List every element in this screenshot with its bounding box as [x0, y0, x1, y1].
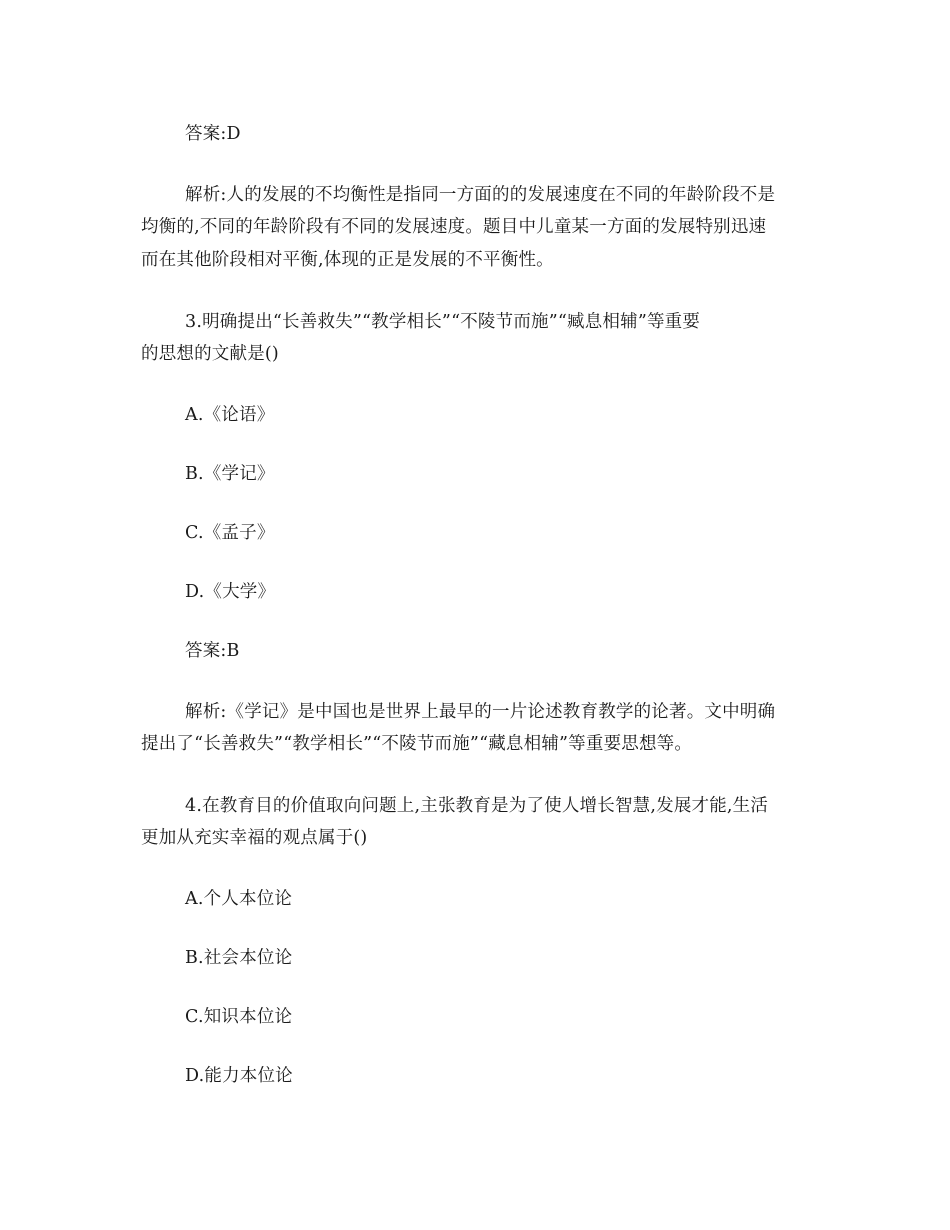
q3-option-a: A.《论语》	[185, 405, 275, 425]
q4-option-d: D.能力本位论	[185, 1066, 293, 1086]
q3-option-c: C.《孟子》	[185, 523, 275, 543]
q3-question-line-2: 的思想的文献是()	[141, 344, 279, 364]
q4-option-c: C.知识本位论	[185, 1007, 293, 1027]
q4-question-line-2: 更加从充实幸福的观点属于()	[141, 828, 368, 848]
q2-analysis-line-3: 而在其他阶段相对平衡,体现的正是发展的不平衡性。	[141, 250, 554, 270]
q2-analysis-line-2: 均衡的,不同的年龄阶段有不同的发展速度。题目中儿童某一方面的发展特别迅速	[141, 217, 767, 237]
q4-option-a: A.个人本位论	[185, 889, 293, 909]
q3-question-line-1: 3.明确提出“长善救失”“教学相长”“不陵节而施”“臧息相辅”等重要	[185, 312, 701, 332]
q3-answer: 答案:B	[185, 641, 240, 661]
q2-answer: 答案:D	[185, 124, 241, 144]
q4-option-b: B.社会本位论	[185, 948, 293, 968]
q3-analysis-line-1: 解析:《学记》是中国也是世界上最早的一片论述教育教学的论著。文中明确	[185, 702, 776, 722]
q3-option-d: D.《大学》	[185, 582, 276, 602]
q3-analysis-line-2: 提出了“长善救失”“教学相长”“不陵节而施”“藏息相辅”等重要思想等。	[141, 734, 693, 754]
q2-analysis-line-1: 解析:人的发展的不均衡性是指同一方面的的发展速度在不同的年龄阶段不是	[185, 185, 776, 205]
q4-question-line-1: 4.在教育目的价值取向问题上,主张教育是为了使人增长智慧,发展才能,生活	[185, 796, 769, 816]
q3-option-b: B.《学记》	[185, 464, 275, 484]
